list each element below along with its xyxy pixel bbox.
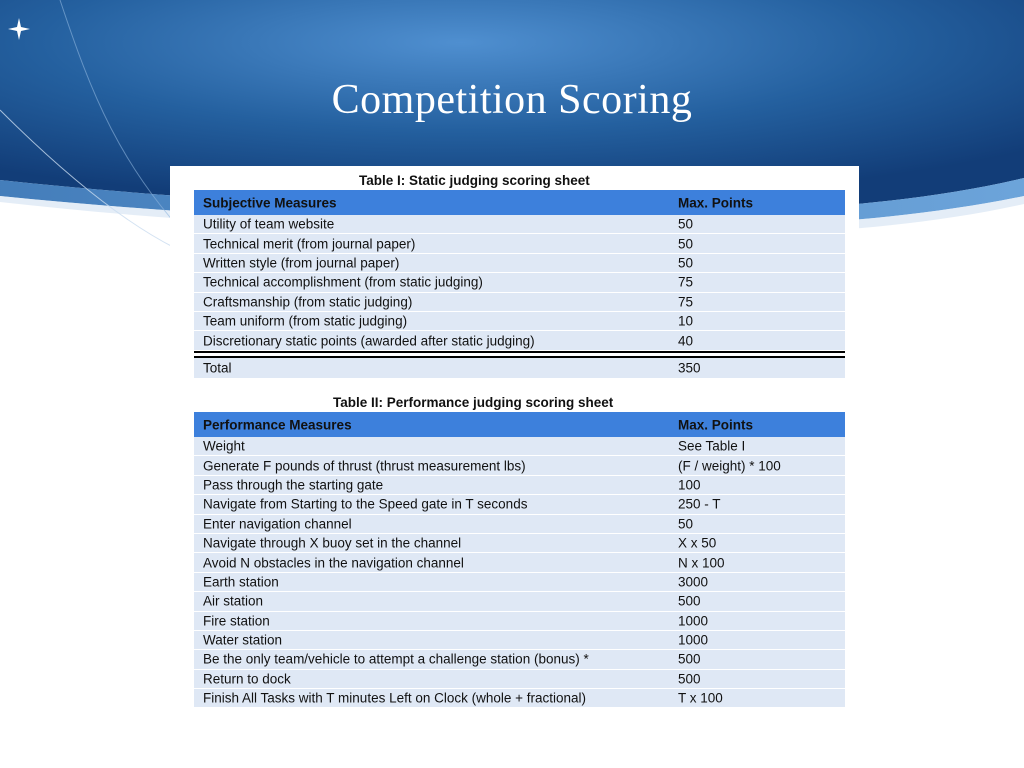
table-header: [194, 190, 845, 215]
table-row: [194, 254, 845, 273]
points-cell: T x 100: [678, 690, 723, 706]
table-header: [194, 412, 845, 437]
measure-cell: Navigate through X buoy set in the channel: [203, 535, 462, 551]
points-cell: N x 100: [678, 555, 725, 571]
table-row: [194, 650, 845, 669]
points-cell: 1000: [678, 632, 709, 648]
measure-cell: Weight: [203, 438, 245, 454]
table-row: [194, 331, 845, 350]
measure-cell: Craftsmanship (from static judging): [203, 294, 413, 310]
measure-cell: Written style (from journal paper): [203, 255, 400, 271]
header-points: Max. Points: [678, 417, 754, 432]
measure-cell: Air station: [203, 593, 264, 609]
table-row: [194, 534, 845, 553]
points-cell: 75: [678, 294, 694, 310]
table-row: [194, 592, 845, 611]
table-row: [194, 456, 845, 475]
double-rule: [194, 351, 845, 358]
points-cell: 75: [678, 274, 694, 290]
table-row: [194, 670, 845, 689]
measure-cell: Technical merit (from journal paper): [203, 236, 416, 252]
header-measure: Performance Measures: [203, 417, 352, 432]
total-row: [194, 358, 845, 379]
points-cell: 500: [678, 651, 701, 667]
points-cell: (F / weight) * 100: [678, 458, 781, 474]
points-cell: 50: [678, 236, 694, 252]
measure-cell: Water station: [203, 632, 283, 648]
points-cell: 1000: [678, 613, 709, 629]
points-cell: X x 50: [678, 535, 717, 551]
table-row: [194, 612, 845, 631]
points-cell: See Table I: [678, 438, 746, 454]
table2-caption: Table II: Performance judging scoring sheet: [333, 395, 614, 410]
table-row: [194, 515, 845, 534]
star-icon: [8, 18, 30, 40]
table-row: [194, 293, 845, 312]
table-row: [194, 495, 845, 514]
points-cell: 500: [678, 593, 701, 609]
table-row: [194, 689, 845, 708]
measure-cell: Earth station: [203, 574, 279, 590]
measure-cell: Fire station: [203, 613, 270, 629]
header-points: Max. Points: [678, 195, 754, 210]
scoring-sheet-image: [170, 166, 859, 711]
points-cell: 40: [678, 333, 694, 349]
points-cell: 10: [678, 313, 694, 329]
measure-cell: Finish All Tasks with T minutes Left on Clock (whole + fractional): [203, 690, 587, 706]
measure-cell: Generate F pounds of thrust (thrust measurement lbs): [203, 458, 526, 474]
measure-cell: Discretionary static points (awarded after static judging): [203, 333, 535, 349]
measure-cell: Enter navigation channel: [203, 516, 352, 532]
total-value: 350: [678, 360, 701, 376]
table-row: [194, 312, 845, 331]
points-cell: 3000: [678, 574, 709, 590]
points-cell: 50: [678, 255, 694, 271]
measure-cell: Team uniform (from static judging): [203, 313, 408, 329]
points-cell: 50: [678, 516, 694, 532]
measure-cell: Return to dock: [203, 671, 291, 687]
table-row: [194, 215, 845, 234]
table-row: [194, 234, 845, 253]
measure-cell: Avoid N obstacles in the navigation channel: [203, 555, 464, 571]
points-cell: 250 - T: [678, 496, 721, 512]
measure-cell: Utility of team website: [203, 216, 335, 232]
table-row: [194, 273, 845, 292]
measure-cell: Pass through the starting gate: [203, 477, 384, 493]
measure-cell: Be the only team/vehicle to attempt a challenge station (bonus) *: [203, 651, 589, 667]
points-cell: 100: [678, 477, 701, 493]
table-row: [194, 476, 845, 495]
header-measure: Subjective Measures: [203, 195, 337, 210]
static-judging-table: [194, 190, 845, 379]
total-label: Total: [203, 360, 232, 376]
table1-caption: Table I: Static judging scoring sheet: [359, 173, 590, 188]
table-row: [194, 553, 845, 572]
measure-cell: Navigate from Starting to the Speed gate in T seconds: [203, 496, 528, 512]
table-row: [194, 437, 845, 456]
table-row: [194, 573, 845, 592]
performance-judging-table: [194, 412, 845, 708]
points-cell: 500: [678, 671, 701, 687]
measure-cell: Technical accomplishment (from static judging): [203, 274, 483, 290]
slide-title: Competition Scoring: [331, 77, 693, 123]
points-cell: 50: [678, 216, 694, 232]
table-row: [194, 631, 845, 650]
